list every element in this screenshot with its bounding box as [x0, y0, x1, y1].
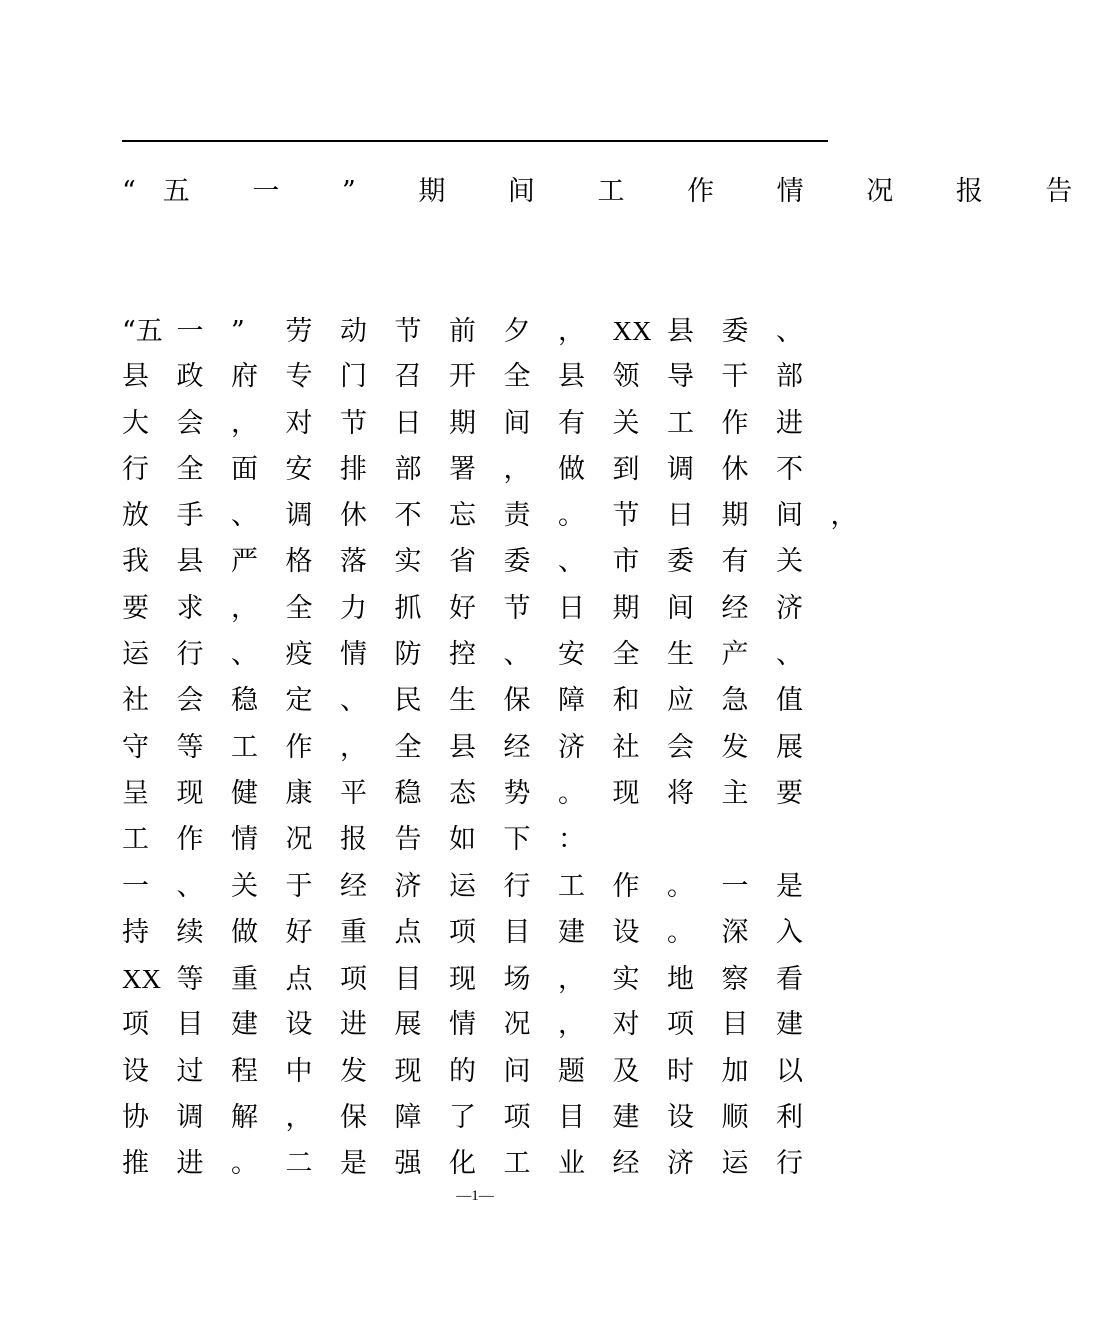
- body-line-4: 行 全 面 安 排 部 署 ， 做 到 调 休 不: [122, 453, 803, 485]
- body-line-9: 社 会 稳 定 、 民 生 保 障 和 应 急 值: [122, 685, 803, 717]
- body-line-10: 守 等 工 作 ， 全 县 经 济 社 会 发 展: [122, 731, 803, 763]
- body-line-17: 设 过 程 中 发 现 的 问 题 及 时 加 以: [122, 1055, 803, 1087]
- document-title: “五 一 ” 期 间 工 作 情 况 报 告: [122, 176, 1099, 207]
- body-line-2: 县 政 府 专 门 召 开 全 县 领 导 干 部: [122, 361, 803, 393]
- body-line-12: 工 作 情 况 报 告 如 下 ：: [122, 824, 585, 856]
- body-line-1: “五 一 ” 劳 动 节 前 夕 ， XX 县 委 、: [122, 316, 803, 347]
- page-number: —1—: [456, 1188, 494, 1204]
- body-line-15: XX 等 重 点 项 目 现 场 ， 实 地 察 看: [122, 964, 803, 996]
- body-line-16: 项 目 建 设 进 展 情 况 ， 对 项 目 建: [122, 1009, 803, 1041]
- body-line-5: 放 手 、 调 休 不 忘 责 。 节 日 期 间 ，: [122, 500, 858, 532]
- header-rule: [122, 140, 828, 142]
- body-line-19: 推 进 。 二 是 强 化 工 业 经 济 运 行: [122, 1148, 803, 1180]
- body-line-13: 一 、 关 于 经 济 运 行 工 作 。 一 是: [122, 870, 803, 902]
- body-line-6: 我 县 严 格 落 实 省 委 、 市 委 有 关: [122, 546, 803, 578]
- body-line-11: 呈 现 健 康 平 稳 态 势 。 现 将 主 要: [122, 777, 803, 809]
- body-line-7: 要 求 ， 全 力 抓 好 节 日 期 间 经 济: [122, 592, 803, 624]
- body-line-8: 运 行 、 疫 情 防 控 、 安 全 生 产 、: [122, 639, 803, 671]
- body-line-14: 持 续 做 好 重 点 项 目 建 设 。 深 入: [122, 916, 803, 948]
- body-line-3: 大 会 ， 对 节 日 期 间 有 关 工 作 进: [122, 407, 803, 439]
- document-body: [122, 308, 858, 1188]
- body-line-18: 协 调 解 ， 保 障 了 项 目 建 设 顺 利: [122, 1102, 803, 1134]
